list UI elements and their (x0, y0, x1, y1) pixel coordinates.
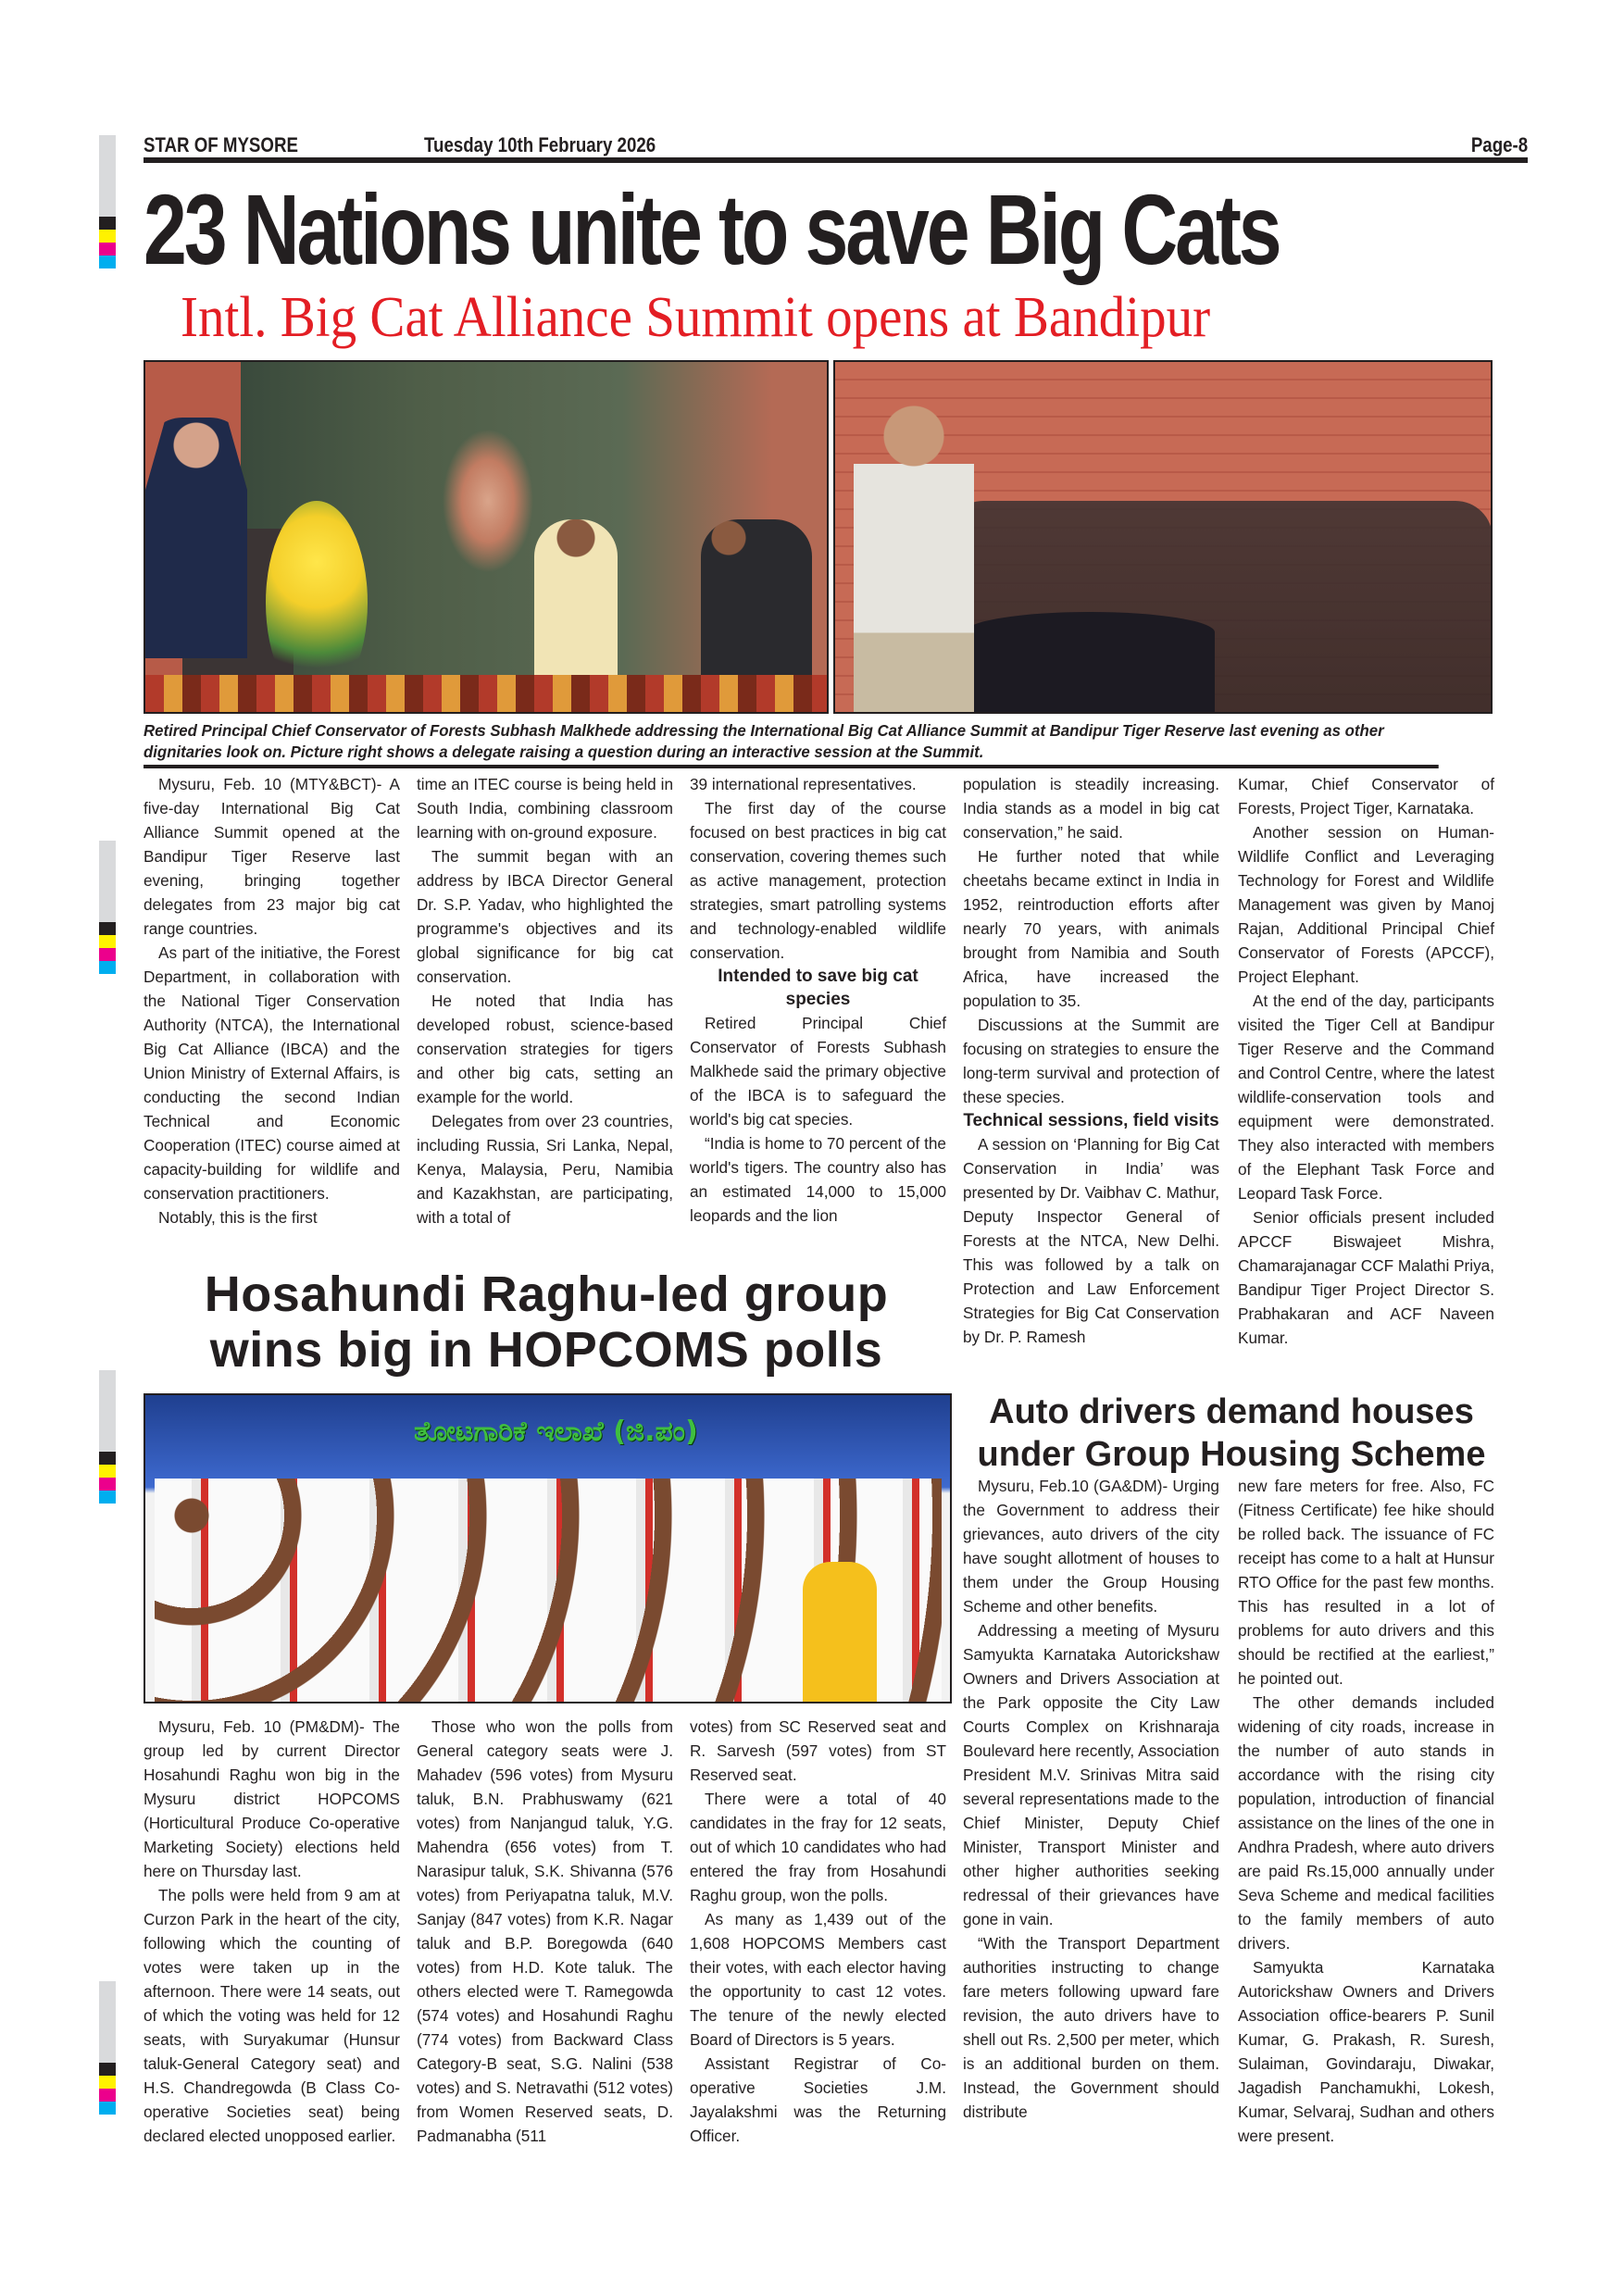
paragraph: “India is home to 70 percent of the world's tigers. The country also has an estimated 14,000 to 15,000 leopards and the lion (690, 1134, 946, 1225)
paragraph: 39 international representatives. (690, 775, 917, 793)
delegate-with-microphone (854, 390, 974, 714)
flower-bouquet (266, 501, 368, 705)
paragraph: The summit began with an address by IBCA Director General Dr. S.P. Yadav, who highlighted the programme's objectives and its global significance for big cat conservation. (417, 847, 673, 986)
lead-column-5 (1238, 772, 1494, 1350)
masthead (144, 130, 1528, 163)
paragraph: Retired Principal Chief Conservator of Forests Subhash Malkhede said the primary objective of the IBCA is to safeguard the world's big cat species. (690, 1014, 946, 1129)
registration-mark (99, 841, 116, 974)
lead-column-3 (690, 772, 946, 1228)
speaker-figure (145, 418, 247, 658)
hopcoms-headline-line-1: Hosahundi Raghu-led group (204, 1267, 889, 1322)
hopcoms-headline (148, 1267, 944, 1378)
auto-headline (963, 1391, 1500, 1476)
paragraph: Notably, this is the first (158, 1208, 318, 1227)
paragraph: Addressing a meeting of Mysuru Samyukta Karnataka Autorickshaw Owners and Drivers Association at the Park opposite the City Law Courts Complex on Krishnaraja Boulevard here recently, Association President M.V. Srinivas Mitra said several representations made to the Chief Minister, Deputy Chief Minister, Transport Minister and other higher authorities seeking redressal of their grievances have gone in vain. (963, 1621, 1219, 1928)
lead-photo-caption: Retired Principal Chief Conservator of Forests Subhash Malkhede addressing the International Big Cat Alliance Summit at Bandipur Tiger Reserve last evening as other dignitaries look on. Picture right shows a delegate raising a question during an interactive session at the Summit. (144, 720, 1439, 768)
lead-column-1 (144, 772, 400, 1229)
auto-headline-line-2: under Group Housing Scheme (977, 1435, 1486, 1474)
hopcoms-column-1 (144, 1715, 400, 2148)
lead-subheadline: Intl. Big Cat Alliance Summit opens at Bandipur (181, 286, 1211, 349)
paragraph: As many as 1,439 out of the 1,608 HOPCOMS Members cast their votes, with each elector having the opportunity to cast 12 votes. The tenure of the newly elected Board of Directors is 5 years. (690, 1910, 946, 2049)
paragraph: Kumar, Chief Conservator of Forests, Project Tiger, Karnataka. (1238, 775, 1494, 817)
paragraph: Samyukta Karnataka Autorickshaw Owners and Drivers Association office-bearers P. Sunil Kumar, G. Prakash, R. Suresh, Sulaiman, Govindaraju, Diwakar, Jagadish Panchamukhi, Lokesh, Kumar, Selvaraj, Sudhan and others were present. (1238, 1958, 1494, 2145)
paragraph: At the end of the day, participants visited the Tiger Cell at Bandipur Tiger Reserve and the Command and Control Centre, where the latest wildlife-conservation tools and equipment were demonstrated. They also interacted with members of the Elephant Task Force and Leopard Task Force. (1238, 992, 1494, 1203)
issue-date: Tuesday 10th February 2026 (424, 133, 656, 156)
paragraph: He noted that India has developed robust, science-based conservation strategies for tigers and other big cats, setting an example for the world. (417, 992, 673, 1106)
paragraph: population is steadily increasing. India stands as a model in big cat conservation,” he said. (963, 775, 1219, 842)
paragraph: Another session on Human-Wildlife Conflict and Leveraging Technology for Forest and Wildlife Management was given by Manoj Rajan, Additional Principal Chief Conservator of Forests (APCCF), Project Elephant. (1238, 823, 1494, 986)
paragraph: Mysuru, Feb.10 (GA&DM)- Urging the Government to address their grievances, auto drivers of the city have sought allotment of houses to them under the Group Housing Scheme and other benefits. (963, 1477, 1219, 1616)
round-table (965, 612, 1215, 714)
photo-banner-text: ತೋಟಗಾರಿಕೆ ಇಲಾಖೆ (ಜಿ.ಪಂ) (414, 1416, 698, 1448)
lead-photo-right (833, 360, 1493, 714)
paragraph: Mysuru, Feb. 10 (PM&DM)- The group led by current Director Hosahundi Raghu won big in the Mysuru district HOPCOMS (Horticultural Produce Co-operative Marketing Society) elections held here on Thursday last. (144, 1717, 400, 1880)
paragraph: Delegates from over 23 countries, including Russia, Sri Lanka, Nepal, Kenya, Malaysia, Peru, Namibia and Kazakhstan, are participating, with a total of (417, 1112, 673, 1227)
paragraph: Discussions at the Summit are focusing on strategies to ensure the long-term survival and protection of these species. (963, 1016, 1219, 1106)
lead-column-4 (963, 772, 1219, 1349)
auto-headline-line-1: Auto drivers demand houses (989, 1392, 1474, 1431)
paragraph: A session on ‘Planning for Big Cat Conservation in India’ was presented by Dr. Vaibhav C. Mathur, Deputy Inspector General of Forests at the NTCA, New Delhi. This was followed by a talk on Protection and Law Enforcement Strategies for Big Cat Conservation by Dr. P. Ramesh (963, 1135, 1219, 1346)
paragraph: The other demands included widening of city roads, increase in the number of auto stands in accordance with the rising city population, introduction of financial assistance on the lines of the one in Andhra Pradesh, where auto drivers are paid Rs.15,000 annually under Seva Scheme and medical facilities to the family members of auto drivers. (1238, 1693, 1494, 1953)
lead-headline: 23 Nations unite to save Big Cats (144, 173, 1280, 285)
paragraph: The polls were held from 9 am at Curzon Park in the heart of the city, following which the counting of votes were taken up in the afternoon. There were 14 seats, out of which the voting was held for 12 seats, with Suryakumar (Hunsur taluk-General Category seat) and H.S. Chandregowda (B Class Co-operative Societies seat) being declared elected unopposed earlier. (144, 1886, 400, 2145)
paragraph: Assistant Registrar of Co-operative Societies J.M. Jayalakshmi was the Returning Officer. (690, 2054, 946, 2145)
paragraph: “With the Transport Department authorities instructing to change fare meters following upward fare revision, the auto drivers have to shell out Rs. 2,500 per meter, which is an additional burden on them. Instead, the Government should distribute (963, 1934, 1219, 2121)
winner-in-yellow-saree (803, 1562, 877, 1703)
page-number: Page-8 (1470, 133, 1528, 156)
paragraph: The first day of the course focused on best practices in big cat conservation, covering themes such as active management, protection strategies, smart patrolling systems and technology-enabled wildlife conservation. (690, 799, 946, 962)
paragraph: As part of the initiative, the Forest Department, in collaboration with the National Tiger Conservation Authority (NTCA), the International Big Cat Alliance (IBCA) and the Union Ministry of External Affairs, is conducting the second Indian Technical and Economic Cooperation (ITEC) course aimed at capacity-building for wildlife and conservation practitioners. (144, 943, 400, 1203)
auto-column-2 (1238, 1474, 1494, 2148)
auto-column-1 (963, 1474, 1219, 2124)
hopcoms-headline-line-2: wins big in HOPCOMS polls (209, 1322, 883, 1378)
hopcoms-photo (144, 1393, 952, 1703)
paper-name: STAR OF MYSORE (144, 133, 298, 156)
subheading: Intended to save big cat species (718, 967, 918, 1009)
registration-mark (99, 1981, 116, 2115)
carpet (145, 675, 827, 712)
paragraph: votes) from SC Reserved seat and R. Sarvesh (597 votes) from ST Reserved seat. (690, 1717, 946, 1784)
lead-column-2 (417, 772, 673, 1229)
paragraph: time an ITEC course is being held in South India, combining classroom learning with on-ground exposure. (417, 775, 673, 842)
subheading: Technical sessions, field visits (963, 1111, 1219, 1130)
paragraph: Those who won the polls from General category seats were J. Mahadev (596 votes) from Mysuru taluk, B.N. Prabhuswamy (621 votes) from Nanjangud taluk, Y.G. Mahendra (656 votes) from T. Narasipur taluk, S.K. Shivanna (576 votes) from Periyapatna taluk, M.V. Sanjay (847 votes) from K.R. Nagar taluk and B.P. Boregowda (640 votes) from H.D. Kote taluk. The others elected were T. Ramegowda (574 votes) and Hosahundi Raghu (774 votes) from Backward Class Category-B seat, S.G. Nalini (538 votes) and S. Netravathi (512 votes) from Women Reserved seats, D. Padmanabha (511 (417, 1717, 673, 2145)
registration-mark (99, 135, 116, 268)
registration-mark (99, 1370, 116, 1504)
paragraph: new fare meters for free. Also, FC (Fitness Certificate) fee hike should be rolled back. The issuance of FC receipt has come to a halt at Hunsur RTO Office for the past few months. This has resulted in a lot of problems for auto drivers and this should be rectified at the earliest,” he pointed out. (1238, 1477, 1494, 1688)
hopcoms-column-3 (690, 1715, 946, 2148)
paragraph: Senior officials present included APCCF Biswajeet Mishra, Chamarajanagar CCF Malathi Priya, Bandipur Tiger Project Director S. Prabhakaran and ACF Naveen Kumar. (1238, 1208, 1495, 1347)
paragraph: He further noted that while cheetahs became extinct in India in 1952, reintroduction efforts after nearly 70 years, with animals brought from Namibia and South Africa, have increased the population to 35. (963, 847, 1219, 1010)
paragraph: Mysuru, Feb. 10 (MTY&BCT)- A five-day International Big Cat Alliance Summit opened at the Bandipur Tiger Reserve last evening, bringing together delegates from 23 major big cat range countries. (144, 775, 400, 938)
hopcoms-column-2 (417, 1715, 673, 2148)
lead-photo-left (144, 360, 829, 714)
paragraph: There were a total of 40 candidates in the fray for 12 seats, out of which 10 candidates who had entered the fray from Hosahundi Raghu group, won the polls. (690, 1790, 946, 1904)
